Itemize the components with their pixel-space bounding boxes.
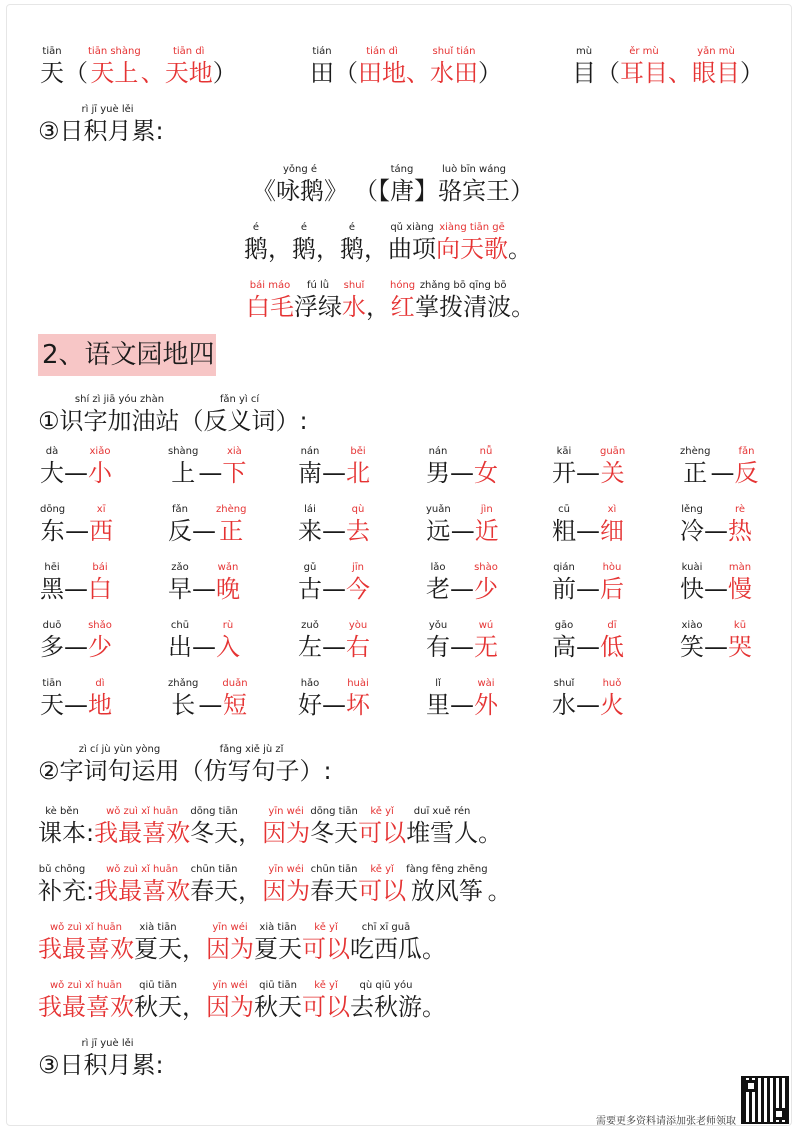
antonym-dash: —: [576, 459, 600, 487]
antonym-pair: [168, 678, 248, 720]
antonym-pair: [40, 678, 112, 720]
antonym-b-pinyin: huài: [347, 678, 369, 689]
antonym-dash: —: [322, 517, 346, 545]
antonym-a-pinyin: zǎo: [171, 562, 189, 573]
antonym-a: 古: [298, 575, 322, 603]
antonym-dash: —: [576, 633, 600, 661]
antonym-dash: —: [64, 691, 88, 719]
antonym-b-pinyin: jīn: [352, 562, 364, 573]
antonym-pair: [552, 620, 624, 662]
antonym-a-pinyin: duō: [42, 620, 62, 631]
antonym-dash: —: [576, 517, 600, 545]
antonym-b-pinyin: kū: [733, 620, 747, 631]
antonym-pair: [298, 678, 370, 720]
antonym-b: 西: [89, 517, 114, 545]
antonym-a: 冷: [680, 517, 704, 545]
antonym-pair: [298, 620, 370, 662]
antonym-a: 老: [426, 575, 450, 603]
antonym-pair: [552, 678, 624, 720]
antonym-b-pinyin: fǎn: [738, 446, 755, 457]
antonym-a: 粗: [552, 517, 576, 545]
antonym-a-pinyin: zhǎng: [168, 678, 199, 689]
antonym-dash: —: [704, 517, 728, 545]
antonym-a: 早: [168, 575, 192, 603]
antonym-dash: —: [576, 691, 600, 719]
antonym-b: 外: [474, 691, 498, 719]
antonym-a-pinyin: dōng: [40, 504, 66, 515]
antonym-b: 地: [88, 691, 112, 719]
antonym-b-pinyin: wǎn: [217, 562, 239, 573]
antonym-a: 正: [683, 459, 708, 487]
antonym-b: 关: [600, 459, 625, 487]
antonym-dash: —: [64, 459, 88, 487]
antonym-a-pinyin: hēi: [44, 562, 60, 573]
antonym-a: 远: [426, 517, 451, 545]
antonym-a: 开: [552, 459, 576, 487]
antonym-a-pinyin: zuǒ: [301, 620, 319, 631]
antonym-b-pinyin: jìn: [480, 504, 493, 515]
antonym-b: 女: [474, 459, 498, 487]
antonym-dash: —: [322, 575, 346, 603]
sentence-1: kè běn 课本 : wǒ zuì xǐ huān 我最喜欢 dōng tiān 冬天 ， yīn wéi 因为 dōng tiān 冬天 kě yǐ 可以 duī xuě rén 堆雪人 。: [38, 806, 503, 847]
antonym-b-pinyin: rù: [222, 620, 234, 631]
antonym-a: 上: [171, 459, 196, 487]
antonym-a-pinyin: gāo: [554, 620, 574, 631]
sentence-4: wǒ zuì xǐ huān 我最喜欢 qiū tiān 秋天 ， yīn wéi 因为 qiū tiān 秋天 kě yǐ 可以 qù qiū yóu 去秋游 。: [38, 980, 446, 1021]
antonym-a-pinyin: lěng: [681, 504, 703, 515]
antonym-a-pinyin: hǎo: [300, 678, 320, 689]
antonym-a: 出: [168, 633, 192, 661]
antonym-a-pinyin: cū: [558, 504, 570, 515]
antonym-b: 短: [222, 691, 247, 719]
antonym-a-pinyin: lǎo: [430, 562, 446, 573]
antonym-a: 大: [40, 459, 64, 487]
antonym-dash: —: [710, 459, 735, 487]
antonym-a-pinyin: gǔ: [303, 562, 317, 573]
antonym-b-pinyin: wài: [477, 678, 495, 689]
antonym-b: 少: [474, 575, 498, 603]
antonym-b-pinyin: màn: [728, 562, 752, 573]
word-group-mu: mù 目 （ ěr mù 耳目 、 yǎn mù 眼目 ）: [572, 46, 764, 87]
antonym-a-pinyin: chū: [170, 620, 190, 631]
antonym-a-pinyin: tiān: [42, 678, 62, 689]
antonym-dash: —: [198, 459, 223, 487]
antonym-b: 小: [88, 459, 112, 487]
antonym-b: 细: [600, 517, 624, 545]
antonym-a: 里: [426, 691, 450, 719]
poem-line-1: é 鹅 ， é 鹅 ， é 鹅 ， qǔ xiàng 曲项 xiàng tiān gē 向天歌 。: [244, 222, 532, 263]
antonym-a-pinyin: yuǎn: [426, 504, 451, 515]
poem-line-2: bái máo 白毛 fú lǜ 浮绿 shuǐ 水 ， hóng 红 zhǎng bō qīng bō 掌拨清波 。: [246, 280, 536, 321]
antonym-b: 近: [474, 517, 499, 545]
antonym-b-pinyin: nǚ: [479, 446, 493, 457]
antonym-pair: [552, 562, 624, 604]
antonym-dash: —: [450, 517, 475, 545]
antonym-b-pinyin: běi: [350, 446, 366, 457]
antonym-b: 哭: [728, 633, 752, 661]
antonym-pair: [680, 620, 752, 662]
qr-code: [741, 1076, 789, 1124]
antonym-b: 入: [216, 633, 240, 661]
sentence-3: wǒ zuì xǐ huān 我最喜欢 xià tiān 夏天 ， yīn wéi 因为 xià tiān 夏天 kě yǐ 可以 chī xī guā 吃西瓜 。: [38, 922, 446, 963]
antonym-pair: [680, 446, 758, 488]
antonym-b: 下: [222, 459, 247, 487]
antonym-pair: [168, 562, 240, 604]
antonym-b: 白: [88, 575, 112, 603]
antonym-b-pinyin: guān: [600, 446, 626, 457]
antonym-b-pinyin: dì: [95, 678, 105, 689]
antonym-a-pinyin: shàng: [168, 446, 199, 457]
antonym-pair: [40, 620, 112, 662]
antonym-pair: [40, 446, 112, 488]
antonym-pair: [168, 446, 246, 488]
antonym-dash: —: [450, 691, 474, 719]
antonym-dash: —: [704, 633, 728, 661]
antonym-b-pinyin: zhèng: [216, 504, 247, 515]
antonym-a: 高: [552, 633, 576, 661]
antonym-b: 坏: [346, 691, 370, 719]
antonym-pair: [426, 562, 498, 604]
antonym-a-pinyin: lái: [304, 504, 316, 515]
antonym-pair: [298, 446, 370, 488]
antonym-pair: [552, 504, 624, 546]
antonym-b: 后: [600, 575, 624, 603]
antonym-a: 左: [298, 633, 322, 661]
antonym-dash: —: [576, 575, 600, 603]
antonym-a: 天: [40, 691, 64, 719]
antonym-b-pinyin: duǎn: [222, 678, 248, 689]
antonym-a: 长: [171, 691, 196, 719]
antonym-b-pinyin: shǎo: [88, 620, 112, 631]
word-group-tian-field: tián 田 （ tián dì 田地 、 shuǐ tián 水田 ）: [310, 46, 502, 87]
antonym-b-pinyin: bái: [92, 562, 108, 573]
antonym-dash: —: [322, 691, 346, 719]
antonym-b: 无: [474, 633, 498, 661]
antonym-a-pinyin: qián: [553, 562, 575, 573]
antonym-dash: —: [450, 459, 474, 487]
antonym-b: 去: [346, 517, 370, 545]
antonym-b: 少: [88, 633, 112, 661]
accumulate-heading-1: ③ rì jī yuè lěi 日积月累 :: [38, 104, 164, 145]
antonym-b-pinyin: xì: [607, 504, 617, 515]
antonym-dash: —: [65, 517, 90, 545]
antonym-a: 水: [552, 691, 576, 719]
antonym-dash: —: [450, 633, 474, 661]
antonym-dash: —: [322, 459, 346, 487]
antonym-dash: —: [64, 633, 88, 661]
footer-note: 需要更多资料请添加张老师领取: [596, 1116, 736, 1127]
antonym-b: 右: [346, 633, 370, 661]
antonym-b: 今: [346, 575, 370, 603]
antonym-a-pinyin: kuài: [681, 562, 703, 573]
antonym-a: 反: [168, 517, 192, 545]
antonym-pair: [426, 678, 498, 720]
antonym-b-pinyin: rè: [734, 504, 746, 515]
antonym-b-pinyin: qù: [351, 504, 365, 515]
antonym-b: 热: [728, 517, 752, 545]
antonym-b-pinyin: yòu: [348, 620, 368, 631]
antonym-a-pinyin: zhèng: [680, 446, 711, 457]
antonym-a-pinyin: xiào: [681, 620, 703, 631]
antonym-a: 有: [426, 633, 450, 661]
poem-title: 《 yǒng é 咏鹅 》 （【 táng 唐 】 luò bīn wáng 骆宾王 ）: [252, 164, 534, 205]
antonym-b-pinyin: huǒ: [602, 678, 622, 689]
antonym-b: 正: [219, 517, 244, 545]
antonym-a-pinyin: nán: [428, 446, 448, 457]
antonym-a-pinyin: dà: [45, 446, 59, 457]
antonym-pair: [680, 504, 752, 546]
antonym-a-pinyin: nán: [300, 446, 320, 457]
antonym-a: 男: [426, 459, 450, 487]
antonym-dash: —: [64, 575, 88, 603]
antonym-a: 多: [40, 633, 64, 661]
antonym-b-pinyin: shào: [474, 562, 498, 573]
antonym-b: 低: [600, 633, 624, 661]
word-group-tian: tiān 天 （ tiān shàng 天上 、 tiān dì 天地 ）: [40, 46, 237, 87]
antonym-b-pinyin: wú: [478, 620, 494, 631]
antonym-b: 反: [734, 459, 759, 487]
antonym-b: 火: [600, 691, 624, 719]
antonym-a-pinyin: yǒu: [428, 620, 448, 631]
antonym-a: 前: [552, 575, 576, 603]
antonym-a-pinyin: fǎn: [172, 504, 188, 515]
antonym-a: 南: [298, 459, 322, 487]
antonym-pair: [552, 446, 625, 488]
antonym-pair: [680, 562, 752, 604]
antonym-pair: [426, 446, 498, 488]
antonym-a: 来: [298, 517, 322, 545]
antonym-pair: [298, 504, 370, 546]
antonym-a: 好: [298, 691, 322, 719]
antonym-b-pinyin: hòu: [602, 562, 622, 573]
antonym-dash: —: [192, 517, 216, 545]
antonym-a-pinyin: shuǐ: [553, 678, 575, 689]
sub-heading-1: ① shí zì jiā yóu zhàn 识字加油站 （ fǎn yì cí 反义词 ） :: [38, 394, 308, 435]
antonym-pair: [298, 562, 370, 604]
antonym-pair: [168, 504, 246, 546]
sentence-2: bǔ chōng 补充 : wǒ zuì xǐ huān 我最喜欢 chūn tiān 春天 ， yīn wéi 因为 chūn tiān 春天 kě yǐ 可以 fàng fēng zhēng 放风筝 。: [38, 864, 512, 905]
antonym-pair: [426, 620, 498, 662]
antonym-dash: —: [322, 633, 346, 661]
antonym-b-pinyin: xià: [226, 446, 242, 457]
antonym-pair: [40, 504, 113, 546]
antonym-dash: —: [192, 633, 216, 661]
antonym-pair: [168, 620, 240, 662]
antonym-a: 黑: [40, 575, 64, 603]
section-title: 2、语文园地四: [38, 334, 216, 376]
antonym-b: 北: [346, 459, 370, 487]
antonym-a: 东: [40, 517, 65, 545]
accumulate-heading-2: ③ rì jī yuè lěi 日积月累 :: [38, 1038, 164, 1079]
sub-heading-2: ② zì cí jù yùn yòng 字词句运用 （ fǎng xiě jù zǐ 仿写句子 ） :: [38, 744, 332, 785]
antonym-dash: —: [450, 575, 474, 603]
antonym-dash: —: [192, 575, 216, 603]
antonym-a-pinyin: kāi: [556, 446, 572, 457]
antonym-pair: [426, 504, 499, 546]
antonym-b-pinyin: dī: [607, 620, 617, 631]
antonym-a-pinyin: lǐ: [435, 678, 441, 689]
antonym-b-pinyin: xiǎo: [89, 446, 111, 457]
antonym-b: 晚: [216, 575, 240, 603]
antonym-b-pinyin: xī: [96, 504, 106, 515]
antonym-a: 快: [680, 575, 704, 603]
antonym-dash: —: [198, 691, 223, 719]
antonym-b: 慢: [728, 575, 752, 603]
antonym-pair: [40, 562, 112, 604]
antonym-dash: —: [704, 575, 728, 603]
antonym-a: 笑: [680, 633, 704, 661]
